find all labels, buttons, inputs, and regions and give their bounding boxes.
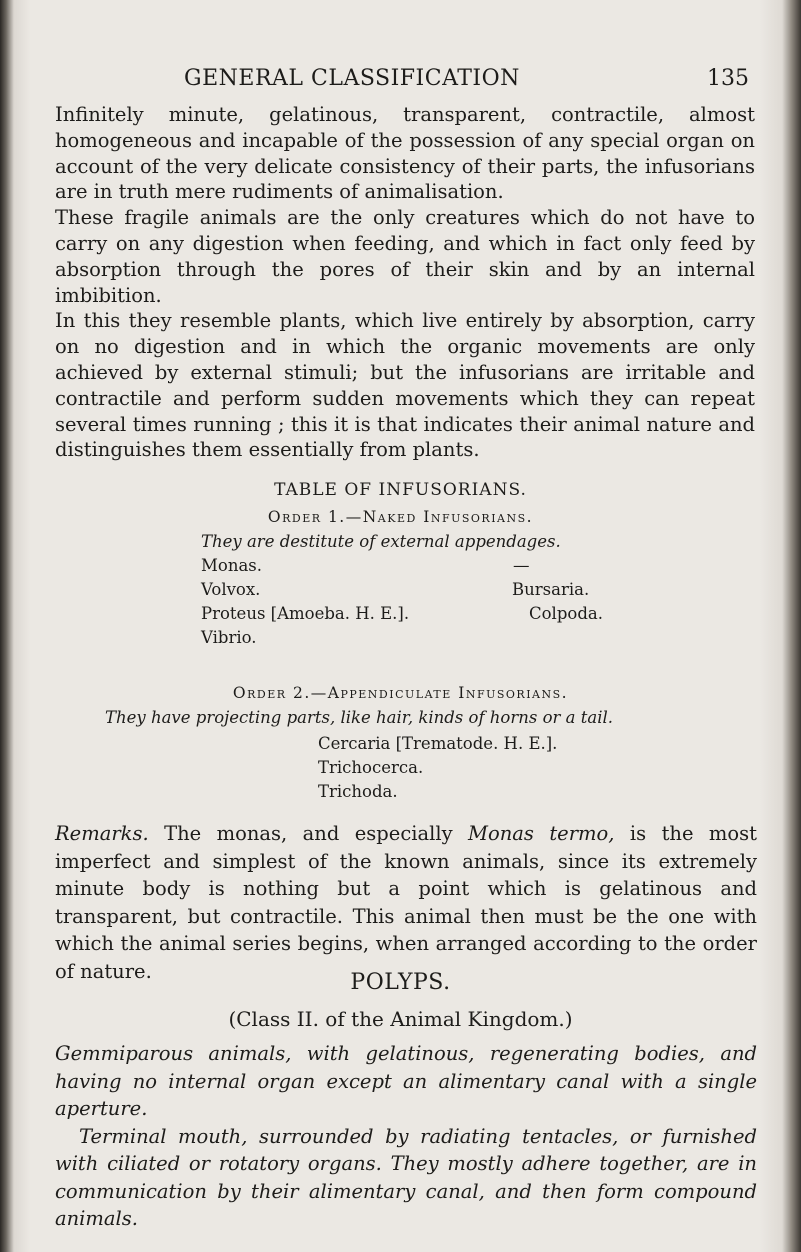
- remarks-text: is the most imperfect and simplest of the known animals, since its extremely minute body is nothing but a point which is gelatinous and transparent, but contractile. This animal then must be the one with which the animal series begins, when arranged according to the order of nature.: [55, 822, 757, 983]
- genus-name: Trichoda.: [318, 782, 398, 801]
- genus-name: Trichocerca.: [318, 758, 424, 777]
- order-2-note: They have projecting parts, like hair, kinds of horns or a tail.: [105, 708, 614, 727]
- intro-paragraph: These fragile animals are the only creatures which do not have to carry on any digestion when feeding, and which in fact only feed by absorption through the pores of their skin and by an internal imbibition.: [55, 206, 755, 307]
- intro-text: [55, 102, 755, 463]
- genus-name: Bursaria.: [512, 580, 590, 599]
- running-head: GENERAL CLASSIFICATION: [184, 66, 520, 91]
- polyps-heading: POLYPS.: [350, 970, 451, 995]
- genus-name: Proteus [Amoeba. H. E.].: [201, 604, 410, 623]
- polyps-description: [55, 1040, 757, 1233]
- genus-name: —: [513, 556, 530, 575]
- polyps-paragraph: Gemmiparous animals, with gelatinous, regenerating bodies, and having no internal organ except an alimentary canal with a single aperture.: [55, 1042, 757, 1120]
- genus-name: Vibrio.: [201, 628, 257, 647]
- remarks-paragraph: [55, 820, 757, 985]
- intro-paragraph: In this they resemble plants, which live entirely by absorption, carry on no digestion and in which the organic movements are only achieved by external stimuli; but the infusorians are irritable and contractile and perform sudden movements which they can repeat several times running ; this it is that indicates their animal nature and distinguishes them essentially from plants.: [55, 309, 755, 462]
- remarks-text: The monas, and especially: [148, 822, 469, 845]
- polyps-subheading: (Class II. of the Animal Kingdom.): [228, 1007, 573, 1031]
- intro-paragraph: Infinitely minute, gelatinous, transparent, contractile, almost homogeneous and incapable of the possession of any special organ on account of the very delicate consistency of their parts, the infusorians are in truth mere rudiments of animalisation.: [55, 103, 755, 204]
- order-1-note: They are destitute of external appendages.: [201, 532, 561, 551]
- genus-name: Volvox.: [201, 580, 261, 599]
- genus-name: Cercaria [Trematode. H. E.].: [318, 734, 558, 753]
- polyps-paragraph: Terminal mouth, surrounded by radiating tentacles, or furnished with ciliated or rotatory organs. They mostly adhere together, are in communication by their alimentary canal, and then form compound animals.: [55, 1124, 757, 1230]
- remarks-label: Remarks.: [55, 822, 149, 845]
- genus-name: Monas.: [201, 556, 263, 575]
- table-title: TABLE OF INFUSORIANS.: [274, 480, 527, 500]
- genus-name: Colpoda.: [529, 604, 603, 623]
- order-2-heading: Order 2.—Appendiculate Infusorians.: [232, 684, 569, 702]
- page-number: 135: [707, 66, 749, 91]
- species-name: Monas termo,: [468, 822, 615, 845]
- order-1-heading: Order 1.—Naked Infusorians.: [267, 508, 534, 526]
